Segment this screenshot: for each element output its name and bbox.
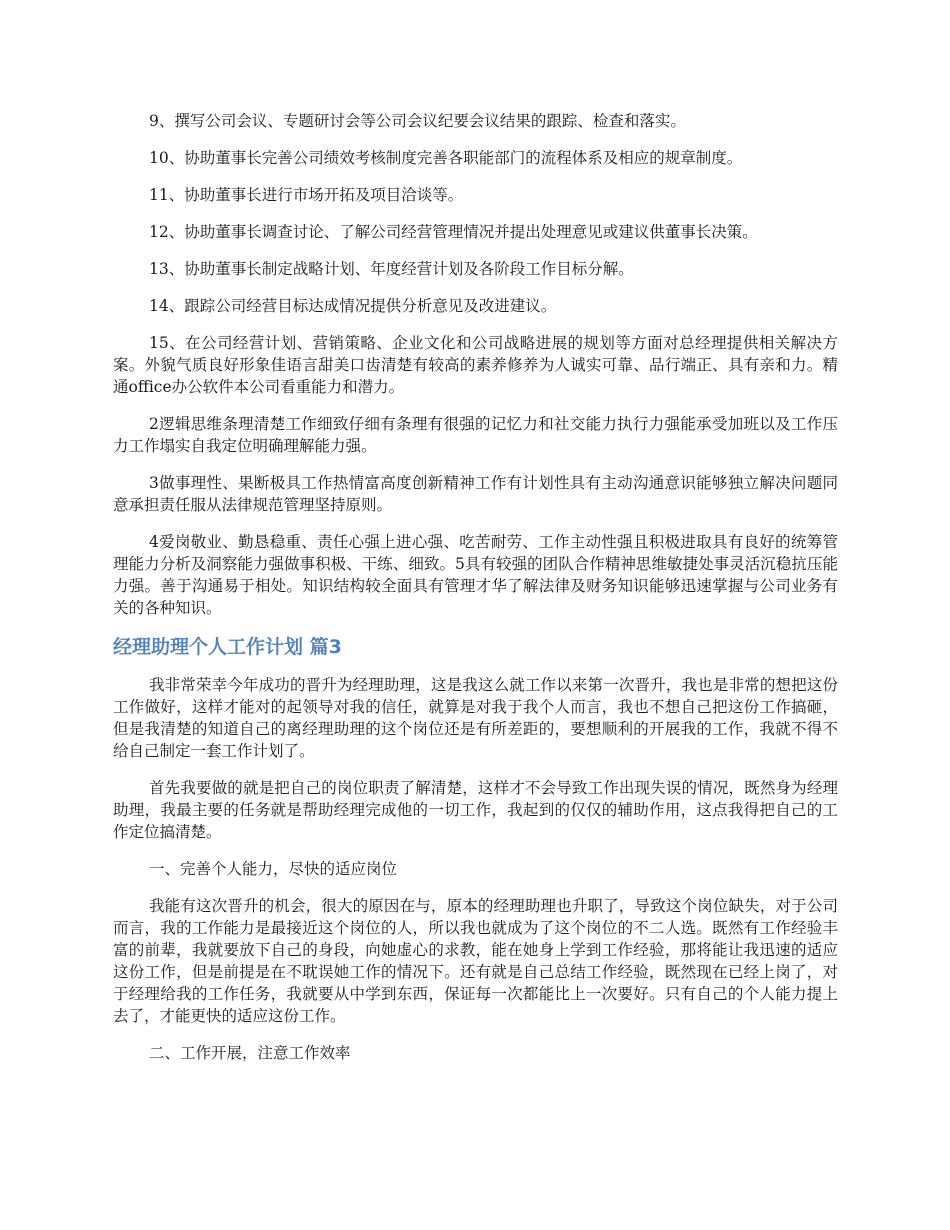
- subheading-two: 二、工作开展，注意工作效率: [149, 1044, 351, 1062]
- paragraph-intro: 我非常荣幸今年成功的晋升为经理助理，这是我这么就工作以来第一次晋升，我也是非常的想把这份工作做好，这样才能对的起领导对我的信任，就算是对我于我个人而言，我也不想自己把这份工作搞砸，但是我清楚的知道自己的离经理助理的这个岗位还是有所差距的，要想顺利的开展我的工作，我就不得不给自己制定一套工作计划了。: [113, 676, 838, 760]
- paragraph-item-9: 9、撰写公司会议、专题研讨会等公司会议纪要会议结果的跟踪、检查和落实。: [149, 112, 686, 130]
- paragraph-role-definition: 首先我要做的就是把自己的岗位职责了解清楚，这样才不会导致工作出现失误的情况，既然身为经理助理，我最主要的任务就是帮助经理完成他的一切工作，我起到的仅仅的辅助作用，这点我得把自己的工作定位搞清楚。: [113, 779, 838, 841]
- paragraph-item-13: 13、协助董事长制定战略计划、年度经营计划及各阶段工作目标分解。: [149, 260, 634, 278]
- paragraph-requirement-3: 3做事理性、果断极具工作热情富高度创新精神工作有计划性具有主动沟通意识能够独立解决问题同意承担责任服从法律规范管理坚持原则。: [113, 474, 838, 514]
- paragraph-item-12: 12、协助董事长调查讨论、了解公司经营管理情况并提出处理意见或建议供董事长决策。: [149, 223, 758, 241]
- paragraph-item-11: 11、协助董事长进行市场开拓及项目洽谈等。: [149, 186, 464, 204]
- document-body: [113, 110, 838, 1079]
- subheading-one: 一、完善个人能力，尽快的适应岗位: [149, 860, 398, 878]
- paragraph-item-10: 10、协助董事长完善公司绩效考核制度完善各职能部门的流程体系及相应的规章制度。: [149, 149, 743, 167]
- section-heading: 经理助理个人工作计划 篇3: [113, 636, 342, 658]
- paragraph-requirement-4: 4爱岗敬业、勤恳稳重、责任心强上进心强、吃苦耐劳、工作主动性强且积极进取具有良好的统筹管理能力分析及洞察能力强做事积极、干练、细致。5具有较强的团队合作精神思维敏捷处事灵活沉稳抗压能力强。善于沟通易于相处。知识结构较全面具有管理才华了解法律及财务知识能够迅速掌握与公司业务有关的各种知识。: [113, 533, 838, 617]
- paragraph-item-15: 15、在公司经营计划、营销策略、企业文化和公司战略进展的规划等方面对总经理提供相关解决方案。外貌气质良好形象佳语言甜美口齿清楚有较高的素养修养为人诚实可靠、品行端正、具有亲和力。精通office办公软件本公司看重能力和潜力。: [113, 334, 838, 396]
- paragraph-ability: 我能有这次晋升的机会，很大的原因在与，原本的经理助理也升职了，导致这个岗位缺失，对于公司而言，我的工作能力是最接近这个岗位的人，所以我也就成为了这个岗位的不二人选。既然有工作经验丰富的前辈，我就要放下自己的身段，向她虚心的求教，能在她身上学到工作经验，那将能让我迅速的适应这份工作，但是前提是在不耽误她工作的情况下。还有就是自己总结工作经验，既然现在已经上岗了，对于经理给我的工作任务，我就要从中学到东西，保证每一次都能比上一次要好。只有自己的个人能力提上去了，才能更快的适应这份工作。: [113, 897, 838, 1025]
- paragraph-item-14: 14、跟踪公司经营目标达成情况提供分析意见及改进建议。: [149, 297, 557, 315]
- paragraph-requirement-2: 2逻辑思维条理清楚工作细致仔细有条理有很强的记忆力和社交能力执行力强能承受加班以及工作压力工作塌实自我定位明确理解能力强。: [113, 415, 838, 455]
